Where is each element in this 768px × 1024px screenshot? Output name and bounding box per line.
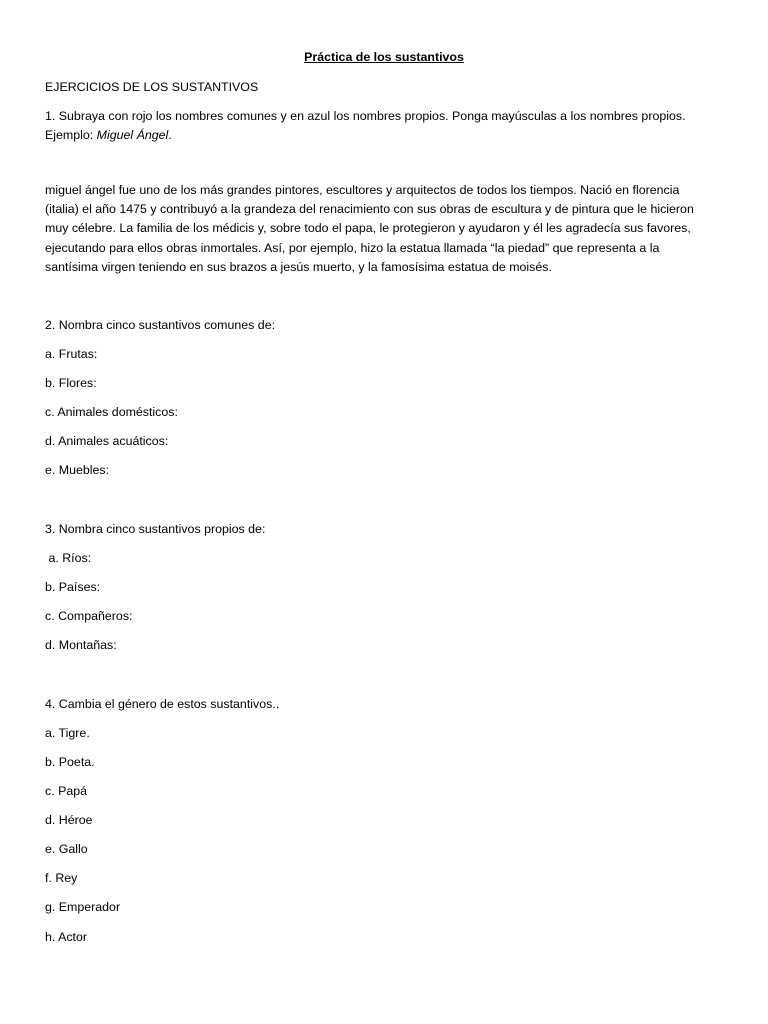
passage-line: santísima virgen teniendo en sus brazos a jesús muerto, y la famosísima estatua de moisés. — [45, 259, 552, 274]
document-title: Práctica de los sustantivos — [304, 50, 464, 64]
exercise-4-item: h. Actor — [45, 930, 88, 944]
exercise-3-prompt: 3. Nombra cinco sustantivos propios de: — [45, 522, 266, 536]
example-end: . — [168, 128, 172, 142]
exercise-3-item: d. Montañas: — [45, 638, 117, 652]
exercise-4-item: a. Tigre. — [45, 726, 90, 740]
exercise-4-item: e. Gallo — [45, 842, 88, 856]
passage-line: muy célebre. La familia de los médicis y, sobre todo el papa, le protegieron y ayudaron y él les agradecía sus favores, — [45, 221, 691, 236]
passage-line: miguel ángel fue uno de los más grandes pintores, escultores y arquitectos de todos los tiempos. Nació en florencia — [45, 183, 680, 197]
exercise-3-item: a. Ríos: — [45, 551, 92, 565]
exercise-2-item: b. Flores: — [45, 376, 97, 390]
exercise-4-item: b. Poeta. — [45, 755, 95, 769]
passage-line: ejecutando para ellos obras inmortales. Así, por ejemplo, hizo la estatua llamada “la piedad” que representa a la — [45, 240, 660, 255]
example-value: Miguel Ángel — [96, 128, 169, 142]
exercise-1-example — [45, 127, 172, 143]
example-label: Ejemplo: — [45, 128, 97, 142]
exercise-4-prompt: 4. Cambia el género de estos sustantivos.. — [45, 697, 280, 711]
exercise-2-prompt: 2. Nombra cinco sustantivos comunes de: — [45, 318, 276, 332]
exercise-2-item: c. Animales domésticos: — [45, 405, 178, 419]
exercise-2-item: a. Frutas: — [45, 347, 98, 361]
exercise-1-instruction: 1. Subraya con rojo los nombres comunes y en azul los nombres propios. Ponga mayúsculas a los nombres propios. — [45, 109, 686, 123]
exercise-2-item: d. Animales acuáticos: — [45, 434, 169, 448]
passage-line: (italia) el año 1475 y contribuyó a la grandeza del renacimiento con sus obras de escultura y de pintura que le hicieron — [45, 202, 694, 217]
exercise-2-item: e. Muebles: — [45, 463, 110, 477]
exercise-4-item: d. Héroe — [45, 813, 93, 827]
exercise-4-item: g. Emperador — [45, 900, 121, 914]
exercise-4-item: c. Papá — [45, 784, 88, 798]
section-heading: EJERCICIOS DE LOS SUSTANTIVOS — [45, 80, 259, 94]
passage-paragraph — [45, 181, 715, 277]
exercise-4-item: f. Rey — [45, 871, 78, 885]
exercise-3-item: b. Países: — [45, 580, 101, 594]
exercise-3-item: c. Compañeros: — [45, 609, 133, 623]
